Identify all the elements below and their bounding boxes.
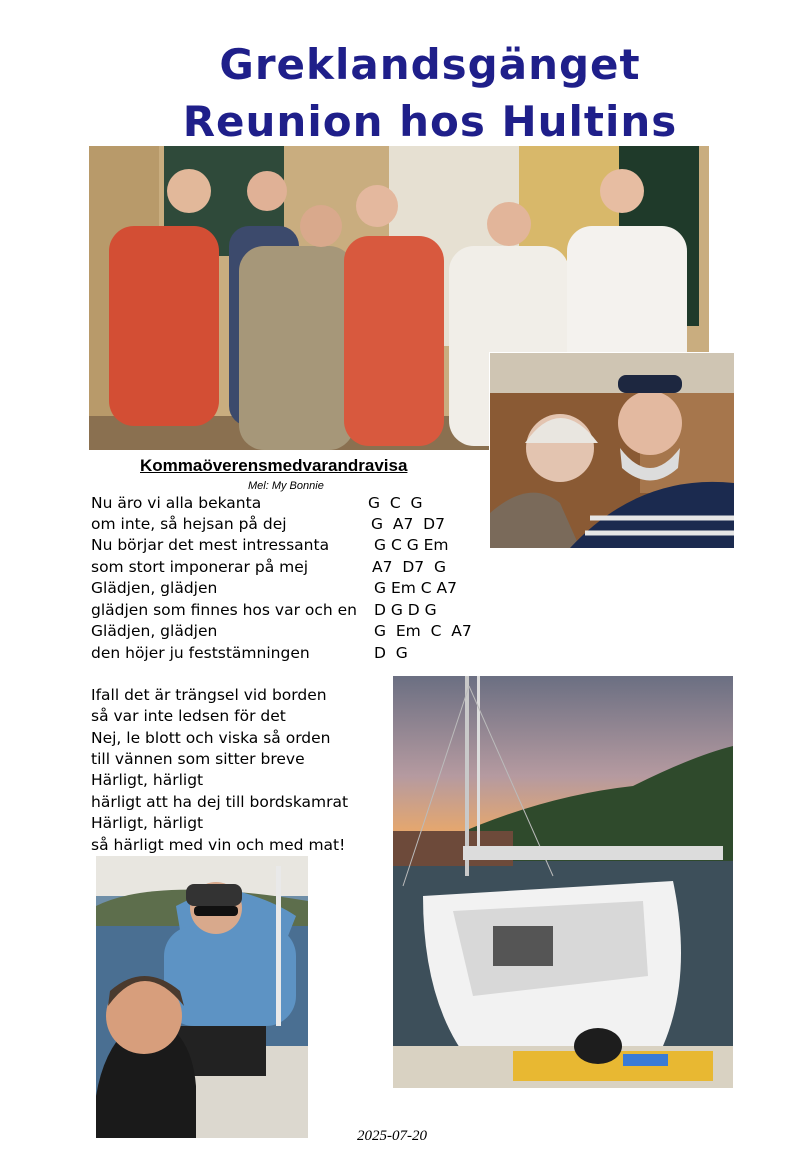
lyric-line: om inte, så hejsan på dej bbox=[91, 515, 287, 533]
lyric-line: den höjer ju feststämningen bbox=[91, 644, 310, 662]
song-melody: Mel: My Bonnie bbox=[248, 480, 324, 492]
lyric-line: Härligt, härligt bbox=[91, 771, 204, 789]
lyric-line: härligt att ha dej till bordskamrat bbox=[91, 793, 349, 811]
lyric-line: som stort imponerar på mej bbox=[91, 558, 309, 576]
lyric-line: Nu börjar det mest intressanta bbox=[91, 536, 330, 554]
couple-selfie-photo bbox=[489, 352, 735, 549]
lyric-line: Glädjen, glädjen bbox=[91, 579, 218, 597]
chord-line: D G bbox=[374, 644, 408, 662]
lyric-line: Härligt, härligt bbox=[91, 814, 204, 832]
chord-line: G C G bbox=[368, 494, 423, 512]
lyric-line: så var inte ledsen för det bbox=[91, 707, 286, 725]
chord-line: G C G Em bbox=[374, 536, 449, 554]
sailboat-photo bbox=[393, 676, 733, 1088]
lyric-line: till vännen som sitter breve bbox=[91, 750, 305, 768]
chord-line: G Em C A7 bbox=[374, 579, 457, 597]
chord-line: G A7 D7 bbox=[371, 515, 445, 533]
chord-line: D G D G bbox=[374, 601, 437, 619]
boat-selfie-photo bbox=[96, 856, 308, 1138]
page-title-line2: Reunion hos Hultins bbox=[182, 97, 678, 146]
page-title-line1: Greklandsgänget bbox=[219, 40, 641, 89]
lyric-line: så härligt med vin och med mat! bbox=[91, 836, 346, 854]
song-title: Kommaöverensmedvarandravisa bbox=[140, 456, 408, 475]
chord-line: A7 D7 G bbox=[372, 558, 446, 576]
chord-line: G Em C A7 bbox=[374, 622, 472, 640]
lyric-line: Nu äro vi alla bekanta bbox=[91, 494, 262, 512]
lyric-line: Nej, le blott och viska så orden bbox=[91, 729, 331, 747]
lyric-line: Glädjen, glädjen bbox=[91, 622, 218, 640]
lyric-line: Ifall det är trängsel vid borden bbox=[91, 686, 327, 704]
date-text: 2025-07-20 bbox=[357, 1128, 427, 1144]
lyric-line: glädjen som finnes hos var och en bbox=[91, 601, 358, 619]
